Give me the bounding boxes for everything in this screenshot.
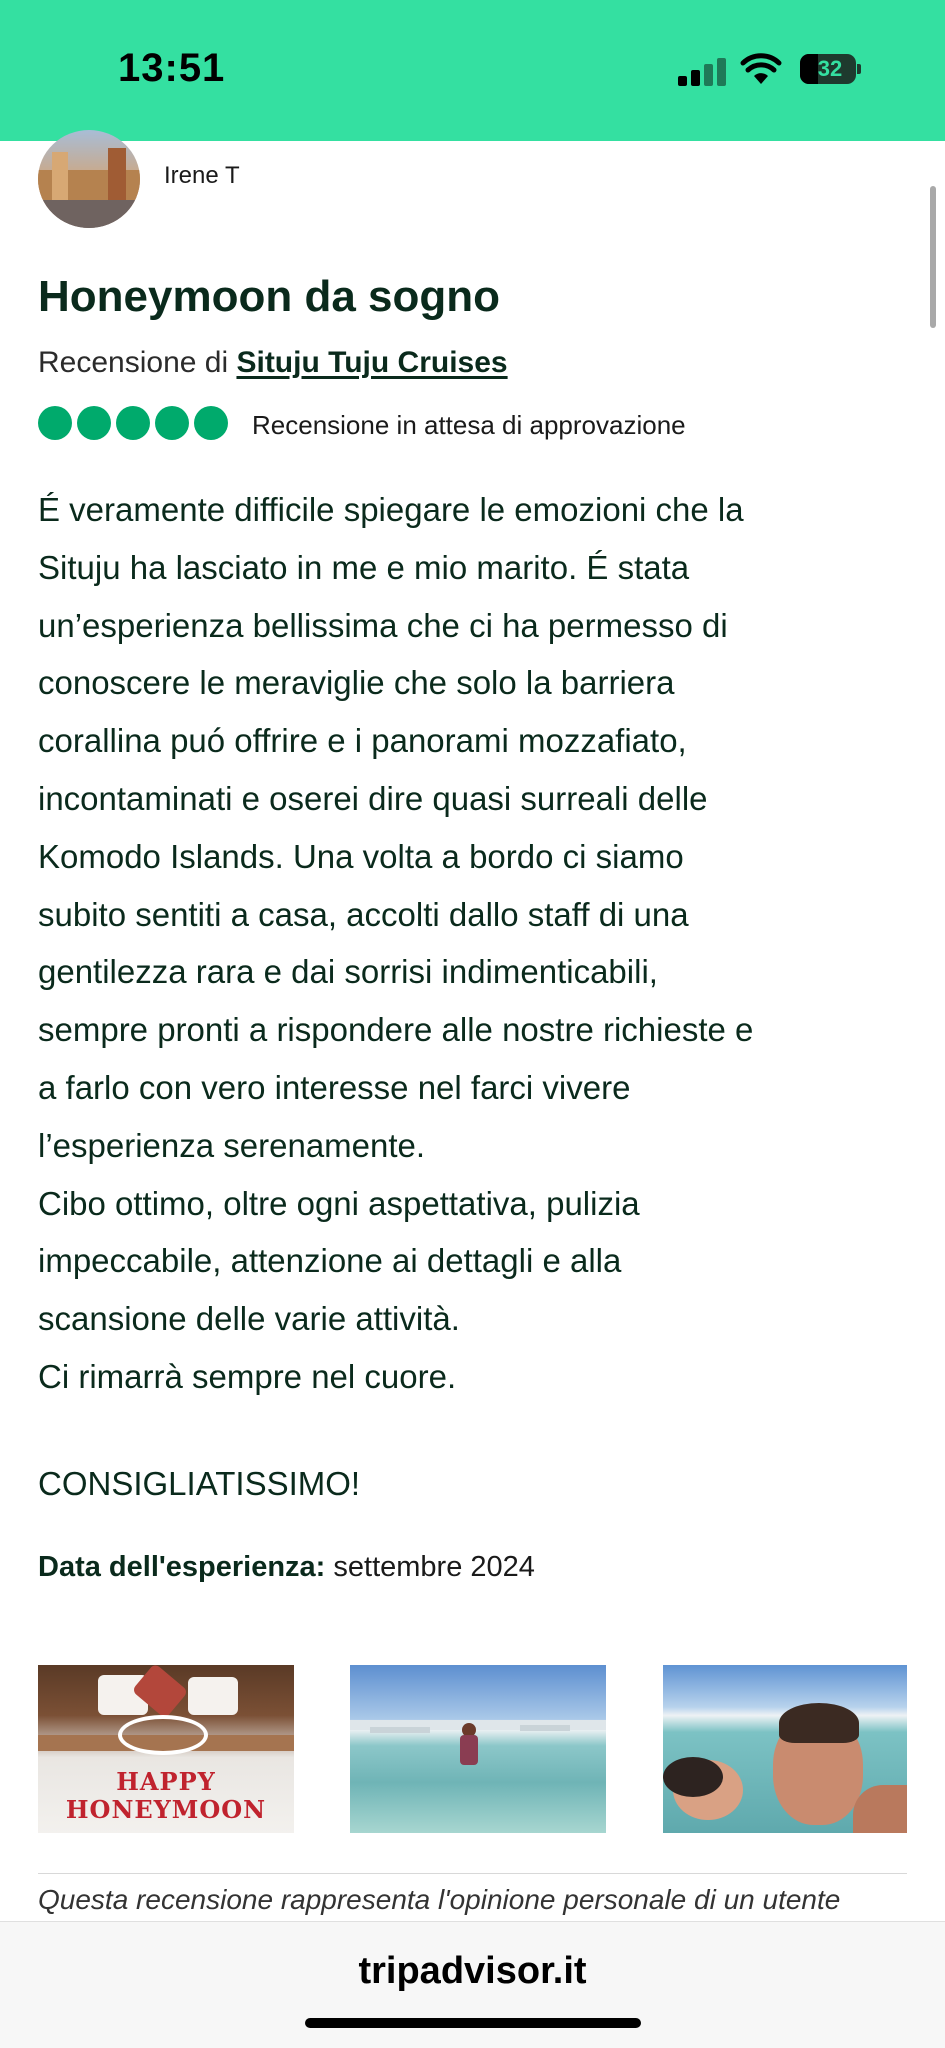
divider bbox=[38, 1873, 907, 1874]
site-url[interactable]: tripadvisor.it bbox=[358, 1950, 587, 1992]
review-body: É veramente difficile spiegare le emozioni che la Situju ha lasciato in me e mio marito. É stata un’esperienza bellissima che ci ha permesso di conoscere le meraviglie che solo la barriera corallina puó offrire e i panorami mozzafiato, incontaminati e oserei dire quasi surreali delle Komodo Islands. Una volta a bordo ci siamo subito sentiti a casa, accolti dallo staff di una gentilezza rara e dai sorrisi indimenticabili, sempre pronti a rispondere alle nostre richieste e a farlo con vero interesse nel farci vivere l’esperienza serenamente. Cibo ottimo, oltre ogni aspettativa, pulizia impeccabile, attenzione ai dettagli e alla scansione delle varie attività. Ci rimarrà sempre nel cuore. bbox=[38, 491, 754, 1395]
review-photo[interactable] bbox=[38, 1665, 294, 1833]
experience-date-label: Data dell'esperienza: bbox=[38, 1551, 326, 1583]
battery-icon bbox=[800, 54, 860, 84]
wifi-icon bbox=[740, 52, 782, 86]
rating-bubble-icon bbox=[116, 406, 150, 440]
review-disclaimer: Questa recensione rappresenta l'opinione personale di un utente bbox=[38, 1884, 841, 1915]
rating-bubble-icon bbox=[155, 406, 189, 440]
rating-bubble-icon bbox=[194, 406, 228, 440]
reviewer-avatar[interactable] bbox=[38, 130, 140, 228]
review-status: Recensione in attesa di approvazione bbox=[252, 410, 686, 440]
review-photo[interactable] bbox=[350, 1665, 606, 1833]
experience-date bbox=[38, 1551, 535, 1584]
home-indicator[interactable] bbox=[305, 2018, 641, 2028]
cellular-signal-icon bbox=[678, 58, 726, 86]
rating-bubble-icon bbox=[38, 406, 72, 440]
review-of-prefix: Recensione di bbox=[38, 346, 237, 379]
photo-caption-happy: HAPPY bbox=[116, 1767, 216, 1796]
status-time: 13:51 bbox=[118, 46, 226, 90]
experience-date-value: settembre 2024 bbox=[325, 1551, 535, 1583]
review-title: Honeymoon da sogno bbox=[38, 272, 500, 321]
photo-caption-honeymoon: HONEYMOON bbox=[65, 1795, 267, 1824]
review-recommendation: CONSIGLIATISSIMO! bbox=[38, 1465, 361, 1502]
business-link[interactable]: Situju Tuju Cruises bbox=[236, 346, 508, 379]
status-bar bbox=[0, 0, 945, 141]
review-of bbox=[38, 346, 508, 380]
rating-bubble-icon bbox=[77, 406, 111, 440]
rating-bubbles bbox=[38, 406, 228, 440]
reviewer-name[interactable]: Irene T bbox=[164, 162, 240, 189]
scrollbar-thumb[interactable] bbox=[930, 186, 936, 328]
review-photo[interactable] bbox=[663, 1665, 907, 1833]
battery-level: 32 bbox=[817, 56, 843, 81]
browser-address-bar[interactable] bbox=[0, 1921, 945, 2048]
